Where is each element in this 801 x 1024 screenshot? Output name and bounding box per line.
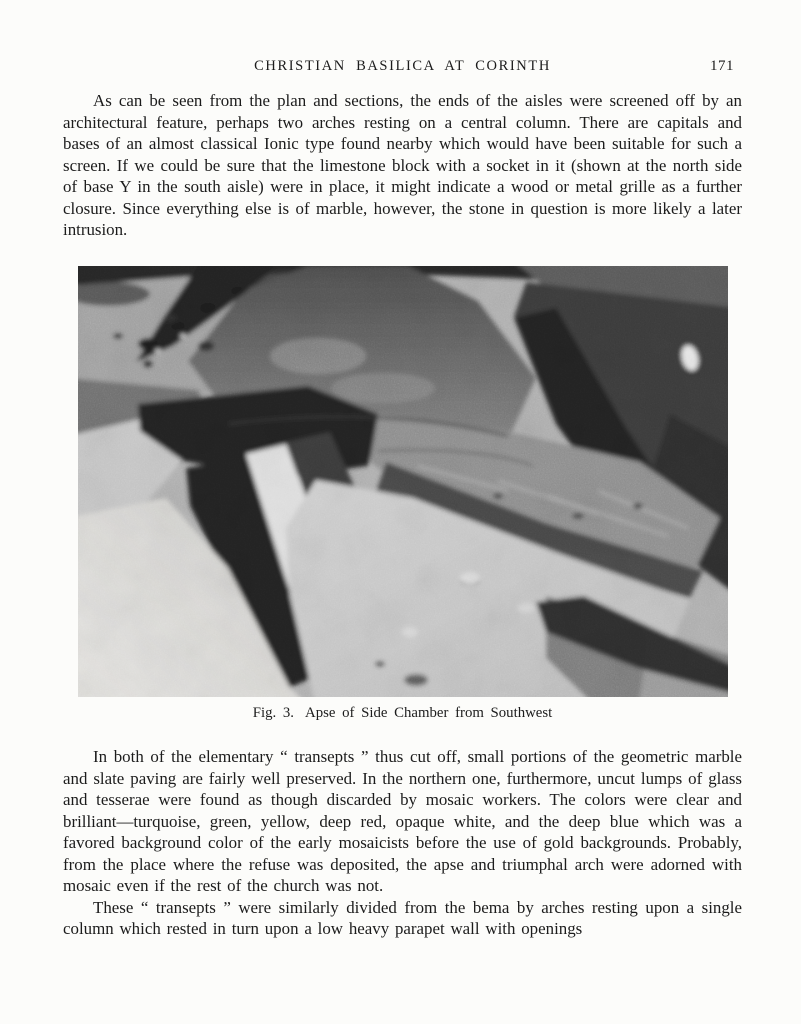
excavation-photo (78, 266, 728, 697)
running-head (63, 58, 742, 78)
paragraph-1: As can be seen from the plan and sections, the ends of the aisles were screened off by an architectural feature, perhaps two arches resting on a central column. There are capitals and bases of an almost classical Ionic type found nearby which would have been suitable for such a screen. If we could be sure that the limestone block with a socket in it (shown at the north side of base Y in the south aisle) were in place, it might indicate a wood or metal grille as a further closure. Since everything else is of marble, however, the stone in question is more likely a later intrusion. (63, 91, 742, 239)
paragraph-3: These “ transepts ” were similarly divided from the bema by arches resting upon a single column which rested in turn upon a low heavy parapet wall with openings (63, 897, 742, 938)
page-number: 171 (710, 58, 734, 74)
figure-caption (63, 705, 742, 722)
paragraph-2: In both of the elementary “ transepts ” thus cut off, small portions of the geometric marble and slate paving are fairly well preserved. In the northern one, furthermore, uncut lumps of glass and tesserae were found as though discarded by mosaic workers. The colors were clear and brilliant—turquoise, green, yellow, deep red, opaque white, and the deep blue which was a favored background color of the early mosaicists before the use of gold backgrounds. Probably, from the place where the refuse was deposited, the apse and triumphal arch were adorned with mosaic even if the rest of the church was not. (63, 747, 742, 895)
figure-caption-text: Apse of Side Chamber from Southwest (305, 705, 553, 721)
figure-3 (78, 266, 728, 697)
paragraph-block-bottom (63, 746, 742, 940)
running-head-title: CHRISTIAN BASILICA AT CORINTH (254, 58, 551, 74)
figure-caption-label: Fig. 3. (252, 705, 295, 721)
paragraph-block-top (63, 90, 742, 241)
